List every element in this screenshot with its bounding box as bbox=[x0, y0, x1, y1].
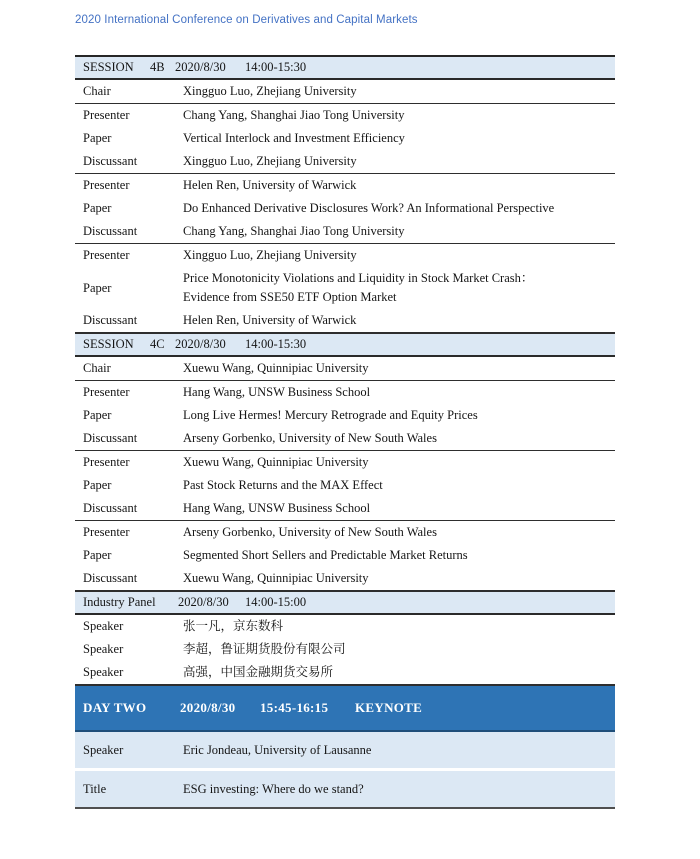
table-row bbox=[75, 174, 615, 197]
session-label: SESSION bbox=[83, 337, 134, 352]
row-value: 高强，中国金融期货交易所 bbox=[183, 665, 334, 680]
row-value: Long Live Hermes! Mercury Retrograde and Equity Prices bbox=[183, 408, 478, 423]
row-value: Xingguo Luo, Zhejiang University bbox=[183, 248, 357, 263]
row-label: Speaker bbox=[83, 619, 124, 634]
session-label: SESSION bbox=[83, 60, 134, 75]
session-4b-talk-2 bbox=[75, 174, 615, 244]
row-value: Xingguo Luo, Zhejiang University bbox=[183, 84, 357, 99]
day-two-label: DAY TWO bbox=[83, 699, 147, 715]
table-row bbox=[75, 309, 615, 332]
session-4c-header bbox=[75, 334, 615, 357]
row-label: Chair bbox=[83, 361, 111, 376]
row-label: Discussant bbox=[83, 154, 138, 169]
row-value bbox=[183, 269, 615, 307]
keynote-tag: KEYNOTE bbox=[355, 699, 423, 715]
table-row bbox=[75, 267, 615, 309]
row-value: Helen Ren, University of Warwick bbox=[183, 178, 357, 193]
panel-header-row bbox=[75, 592, 615, 613]
row-label: Paper bbox=[83, 201, 112, 216]
row-value: Past Stock Returns and the MAX Effect bbox=[183, 478, 383, 493]
table-row bbox=[75, 567, 615, 590]
row-value: Chang Yang, Shanghai Jiao Tong University bbox=[183, 224, 405, 239]
table-row bbox=[75, 80, 615, 103]
industry-panel-header bbox=[75, 592, 615, 615]
table-row bbox=[75, 197, 615, 220]
table-row bbox=[75, 381, 615, 404]
row-value: Xuewu Wang, Quinnipiac University bbox=[183, 571, 369, 586]
session-4c-talk-3 bbox=[75, 521, 615, 592]
table-row bbox=[75, 544, 615, 567]
session-header-row bbox=[75, 57, 615, 78]
session-header-row bbox=[75, 334, 615, 355]
row-value: Hang Wang, UNSW Business School bbox=[183, 385, 371, 400]
row-label: Paper bbox=[83, 280, 112, 295]
table-row bbox=[75, 104, 615, 127]
row-label: Presenter bbox=[83, 455, 130, 470]
row-label: Discussant bbox=[83, 571, 138, 586]
paper-line: Price Monotonicity Violations and Liquidity in Stock Market Crash： bbox=[183, 271, 534, 285]
panel-label: Industry Panel bbox=[83, 595, 156, 610]
table-row bbox=[75, 404, 615, 427]
keynote-title bbox=[75, 768, 615, 807]
table-row bbox=[75, 150, 615, 173]
row-label: Discussant bbox=[83, 313, 138, 328]
session-time: 14:00-15:30 bbox=[245, 337, 307, 352]
row-label: Paper bbox=[83, 408, 112, 423]
row-value: Vertical Interlock and Investment Efficiency bbox=[183, 131, 405, 146]
row-label: Presenter bbox=[83, 248, 130, 263]
session-time: 14:00-15:30 bbox=[245, 60, 307, 75]
row-value: Eric Jondeau, University of Lausanne bbox=[183, 742, 372, 757]
table-row bbox=[75, 732, 615, 768]
paper-line: Evidence from SSE50 ETF Option Market bbox=[183, 290, 397, 304]
day-two-time: 15:45-16:15 bbox=[260, 699, 329, 715]
session-4b-chair bbox=[75, 80, 615, 104]
session-date: 2020/8/30 bbox=[175, 60, 226, 75]
row-label: Title bbox=[83, 781, 107, 796]
row-label: Paper bbox=[83, 478, 112, 493]
session-code: 4B bbox=[150, 60, 165, 75]
table-row bbox=[75, 220, 615, 243]
row-value: Arseny Gorbenko, University of New South Wales bbox=[183, 525, 437, 540]
table-row bbox=[75, 497, 615, 520]
table-row bbox=[75, 357, 615, 380]
row-label: Discussant bbox=[83, 501, 138, 516]
document-title: 2020 International Conference on Derivatives and Capital Markets bbox=[75, 14, 418, 26]
row-value: 张一凡，京东数科 bbox=[183, 619, 284, 634]
row-value: Xuewu Wang, Quinnipiac University bbox=[183, 361, 369, 376]
row-value: Arseny Gorbenko, University of New South Wales bbox=[183, 431, 437, 446]
row-label: Speaker bbox=[83, 742, 124, 757]
panel-time: 14:00-15:00 bbox=[245, 595, 307, 610]
row-label: Speaker bbox=[83, 665, 124, 680]
table-row bbox=[75, 661, 615, 684]
day-two-row bbox=[75, 686, 615, 730]
day-two-keynote-header bbox=[75, 686, 615, 732]
table-row bbox=[75, 638, 615, 661]
table-row bbox=[75, 771, 615, 807]
session-4b-talk-1 bbox=[75, 104, 615, 174]
row-label: Presenter bbox=[83, 385, 130, 400]
row-value: Do Enhanced Derivative Disclosures Work? An Informational Perspective bbox=[183, 201, 555, 216]
row-value: Hang Wang, UNSW Business School bbox=[183, 501, 371, 516]
row-label: Discussant bbox=[83, 431, 138, 446]
row-label: Chair bbox=[83, 84, 111, 99]
row-label: Presenter bbox=[83, 525, 130, 540]
row-label: Paper bbox=[83, 548, 112, 563]
row-label: Presenter bbox=[83, 178, 130, 193]
table-row bbox=[75, 427, 615, 450]
table-row bbox=[75, 451, 615, 474]
conference-table bbox=[75, 55, 615, 809]
session-4c-chair bbox=[75, 357, 615, 381]
row-label: Discussant bbox=[83, 224, 138, 239]
session-4b-header bbox=[75, 57, 615, 80]
table-row bbox=[75, 521, 615, 544]
session-code: 4C bbox=[150, 337, 165, 352]
table-row bbox=[75, 127, 615, 150]
row-label: Speaker bbox=[83, 642, 124, 657]
row-value: Chang Yang, Shanghai Jiao Tong University bbox=[183, 108, 405, 123]
table-row bbox=[75, 615, 615, 638]
industry-panel-speakers bbox=[75, 615, 615, 686]
row-value: Xuewu Wang, Quinnipiac University bbox=[183, 455, 369, 470]
table-row bbox=[75, 474, 615, 497]
row-label: Paper bbox=[83, 131, 112, 146]
row-value: 李超，鲁证期货股份有限公司 bbox=[183, 642, 346, 657]
row-value: Segmented Short Sellers and Predictable Market Returns bbox=[183, 548, 468, 563]
day-two-date: 2020/8/30 bbox=[180, 699, 236, 715]
keynote-speaker bbox=[75, 732, 615, 768]
table-row bbox=[75, 244, 615, 267]
row-value: ESG investing: Where do we stand? bbox=[183, 781, 364, 796]
session-4c-talk-1 bbox=[75, 381, 615, 451]
session-4b-talk-3 bbox=[75, 244, 615, 334]
row-value: Helen Ren, University of Warwick bbox=[183, 313, 357, 328]
session-date: 2020/8/30 bbox=[175, 337, 226, 352]
row-label: Presenter bbox=[83, 108, 130, 123]
session-4c-talk-2 bbox=[75, 451, 615, 521]
panel-date: 2020/8/30 bbox=[178, 595, 229, 610]
row-value: Xingguo Luo, Zhejiang University bbox=[183, 154, 357, 169]
